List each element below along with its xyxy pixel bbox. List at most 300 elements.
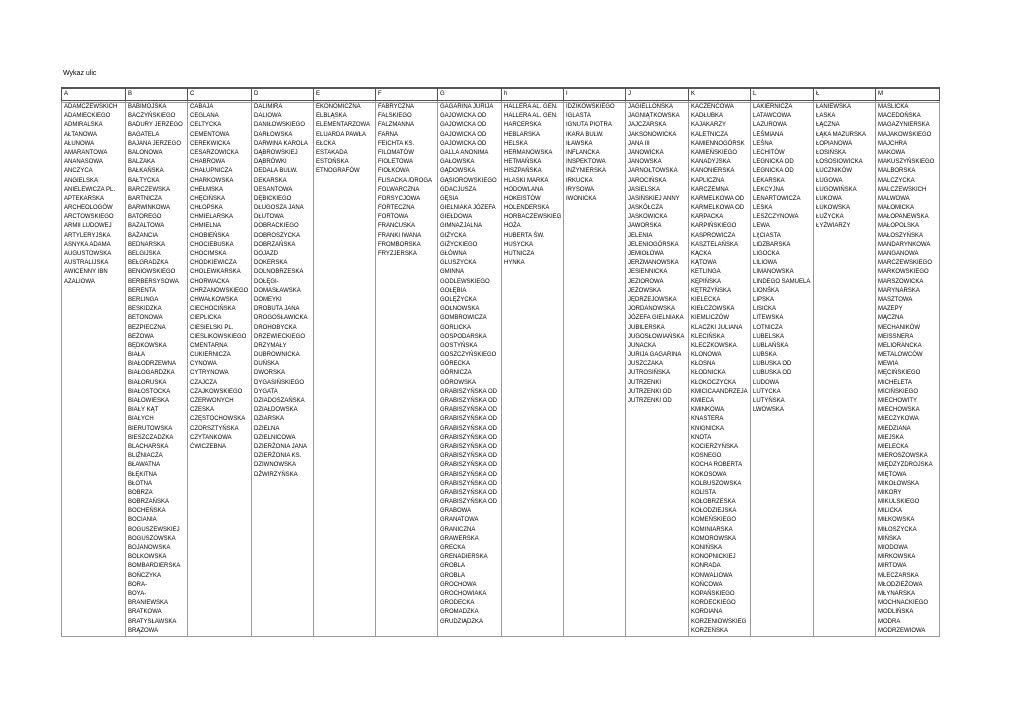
street-name: LOTNICZA xyxy=(753,324,783,331)
street-name: GROCHOWA xyxy=(440,581,477,588)
street-name: ŁUKOWSKA xyxy=(816,205,851,212)
street-name: JAKSONOWICKA xyxy=(628,131,677,138)
street-name: MIELECKA xyxy=(878,443,909,450)
street-name: LIPSKA xyxy=(753,296,775,303)
street-name: MIEROSZOWSKA xyxy=(878,453,928,460)
street-name: CEMENTOWA xyxy=(190,131,230,138)
street-name: ŁASKA xyxy=(816,113,836,120)
street-name: MASZTOWA xyxy=(878,296,913,303)
street-name: LEGNICKA OD xyxy=(753,168,794,175)
street-name: BALZAKA xyxy=(128,159,156,166)
street-name: KARMELKOWA OD xyxy=(691,195,745,202)
street-name: LILIOWA xyxy=(753,260,778,267)
street-name: KĄCKA xyxy=(691,251,712,257)
street-name: GRABISZYŃSKA OD xyxy=(440,425,498,432)
column-header: Ł xyxy=(814,88,876,101)
street-name: GOŁNOWSKA xyxy=(440,306,480,313)
street-name: MAŁOPANEWSKA xyxy=(878,214,929,221)
page-title: Wykaz ulic xyxy=(63,70,97,77)
street-name: BARWINKOWA xyxy=(128,205,171,212)
street-name: KONOPNICKIEJ xyxy=(691,554,736,561)
street-name: DALIMIRA xyxy=(254,104,283,110)
street-name: MŁYNARSKA xyxy=(878,590,916,597)
street-name: MAŁOPOLSKA xyxy=(878,223,920,230)
street-name: GRABISZYŃSKA OD xyxy=(440,443,498,450)
street-name: ŁYŻWIARZY xyxy=(816,223,851,230)
street-column xyxy=(876,103,940,637)
street-name: BOJANOWSKA xyxy=(128,545,171,551)
street-name: CHRZANOWSKIEGO xyxy=(190,287,249,294)
street-name: BOCIANIA xyxy=(128,517,157,524)
street-name: BORA- xyxy=(128,581,148,588)
street-name: JASKOWICKA xyxy=(628,214,668,221)
street-name: HUBERTA ŚW. xyxy=(504,232,545,239)
street-name: CIESLIKOWSKIEGO xyxy=(190,333,247,340)
street-name: FEICHTA KS. xyxy=(378,140,415,147)
street-name: MAŁOMICKA xyxy=(878,205,915,212)
street-name: IWONICKA xyxy=(566,195,597,202)
street-name: LAKIERNICZA xyxy=(753,104,793,110)
street-name: MAKUSZYŃSKIEGO xyxy=(878,159,935,166)
street-name: LEKARSKA xyxy=(753,177,785,184)
street-name: MARYNARSKA xyxy=(878,287,920,294)
street-name: ŁANIEWSKA xyxy=(816,104,852,110)
street-name: LESKA xyxy=(753,205,773,212)
street-name: MILICKA xyxy=(878,508,903,515)
street-name: HEBLARSKA xyxy=(504,131,541,138)
street-name: KARMELKOWA OD xyxy=(691,205,745,212)
street-name: KĄTOWA xyxy=(691,260,717,267)
street-name: MIKULSKIEGO xyxy=(878,499,920,506)
street-name: MARSZOWICKA xyxy=(878,278,924,285)
street-name: KONIŃSKA xyxy=(691,545,723,551)
street-name: DZIERŻONIA KS. xyxy=(254,453,302,460)
street-name: KORZENIOWSKIEG xyxy=(691,618,747,625)
street-name: DYGASIŃSKIEGO xyxy=(254,379,305,386)
street-name: ŁOSOSIOWICKA xyxy=(816,159,863,166)
street-name: FRANKI IWANA xyxy=(378,232,422,239)
street-name: DŁUTOWA xyxy=(254,214,284,221)
street-name: FROMBORSKA xyxy=(378,241,421,248)
street-name: ARCHEOLOGÓW xyxy=(64,205,113,212)
street-name: DWORSKA xyxy=(254,370,286,377)
street-name: KOMINIARSKA xyxy=(691,526,733,533)
street-name: KMIECA xyxy=(691,398,715,404)
street-name: LIONŚKA xyxy=(753,287,780,294)
street-name: HOLENDERSKA xyxy=(504,205,550,212)
street-name: CZORSZTYŃSKA xyxy=(190,425,239,432)
street-name: GROCHOWIAKA xyxy=(440,590,487,597)
street-name: KOLBUSZOWSKA xyxy=(691,480,742,487)
street-name: FORSYCJOWA xyxy=(378,195,421,202)
street-name: KNOTA xyxy=(691,434,712,441)
street-name: GOMBROWICZA xyxy=(440,315,487,322)
street-name: DANIŁOWSKIEGO xyxy=(254,122,306,129)
street-name: CHOCIEBUSKA xyxy=(190,241,234,248)
street-name: MAJCHRA xyxy=(878,140,908,147)
street-name: GRABISZYŃSKA OD xyxy=(440,434,498,441)
street-name: JAGNIĄTKOWSKA xyxy=(628,113,680,120)
street-name: MARCZEWSKIEGO xyxy=(878,260,933,267)
street-name: LAZUROWA xyxy=(753,122,787,129)
street-name: KETLINGA xyxy=(691,269,721,276)
street-name: CIESIELSKI PL. xyxy=(190,324,234,331)
street-name: BESKIDZKA xyxy=(128,306,162,313)
street-name: CHARKOWSKA xyxy=(190,177,234,184)
street-name: KONRADA xyxy=(691,563,721,570)
street-name: ŁUGOWA xyxy=(816,177,843,184)
street-name: ANIELEWICZA PL. xyxy=(64,186,116,193)
street-name: KMICICAANDRZEJA xyxy=(691,388,748,395)
street-name: BOGUSZEWSKIEJ xyxy=(128,526,180,533)
street-name: LEWA xyxy=(753,223,770,230)
street-name: GOSPODARSKA xyxy=(440,333,487,340)
street-name: ETNOGRAFÓW xyxy=(316,168,360,175)
street-name: KASZTELAŃSKA xyxy=(691,241,739,248)
street-name: LEŚMIANA xyxy=(753,131,784,138)
street-name: BERBERSYSOWA xyxy=(128,278,179,285)
street-name: MALCZEWSKICH xyxy=(878,186,927,193)
street-name: LUTYCKA xyxy=(753,388,781,395)
street-name: MODRA xyxy=(878,618,901,625)
street-name: ŁUKOWA xyxy=(816,195,842,202)
street-name: DOBRZAŃSKA xyxy=(254,241,296,248)
street-name: GRAWERSKA xyxy=(440,535,479,542)
street-name: JEŻOWSKA xyxy=(628,287,662,294)
street-name: GOŁĘBIA xyxy=(440,287,467,294)
street-name: GOLĘŻYCKA xyxy=(440,296,477,303)
street-name: HALLERA AL. GEN. xyxy=(504,104,558,110)
street-name: KADŁUBKA xyxy=(691,113,724,120)
street-name: ŁĄCZNA xyxy=(816,122,840,129)
street-name: GRABISZYŃSKA OD xyxy=(440,480,498,487)
street-name: JÓZEFA GIELNIAKA xyxy=(628,315,684,322)
street-name: BIAŁOWIESKA xyxy=(128,398,170,404)
street-name: GRUDZIĄDZKA xyxy=(440,618,484,625)
street-name: BIAŁYCH xyxy=(128,416,154,423)
street-name: ŁUGOWIŃSKA xyxy=(816,186,857,193)
street-name: GRABISZYŃSKA OD xyxy=(440,499,498,506)
street-name: KARPACKA xyxy=(691,214,724,221)
street-name: ĆWICZEBNA xyxy=(190,443,226,450)
street-name: BOŃCZYKA xyxy=(128,572,162,579)
street-name: MOCHNACKIEGO xyxy=(878,600,929,607)
street-name: JAROCIŃSKA xyxy=(628,177,667,184)
body-row xyxy=(62,103,940,637)
street-name: IKARA BULW. xyxy=(566,131,604,138)
street-name: DĘBICKIEGO xyxy=(254,195,292,202)
street-name: MEISSNERA xyxy=(878,333,914,340)
street-name: BIAŁODRZEWNA xyxy=(128,361,177,368)
street-name: GŁÓWNA xyxy=(440,251,467,257)
street-column xyxy=(188,103,252,637)
street-name: GRABISZYŃSKA OD xyxy=(440,489,498,496)
street-name: BIERUTOWSKA xyxy=(128,425,173,432)
street-name: ESTOŃSKA xyxy=(316,159,349,166)
street-name: LWOWSKA xyxy=(753,407,784,414)
column-header: F xyxy=(376,88,438,101)
street-name: JAWORSKA xyxy=(628,223,662,230)
street-name: ELUARDA PAWŁA xyxy=(316,131,367,138)
street-name: GALLA ANONIMA xyxy=(440,149,489,156)
street-name: MECHANIKÓW xyxy=(878,324,920,331)
street-name: GRECKA xyxy=(440,545,466,551)
street-name: CEREKWICKA xyxy=(190,140,231,147)
street-name: LESZCZYNOWA xyxy=(753,214,799,221)
street-name: DARWINA KAROLA xyxy=(254,140,308,147)
street-name: EKONOMICZNA xyxy=(316,104,361,110)
street-name: GRABISZYŃSKA OD xyxy=(440,398,498,404)
street-name: GIELNIAKA JÓZEFA xyxy=(440,205,496,212)
street-name: IRYSOWA xyxy=(566,186,595,193)
street-name: BATOREGO xyxy=(128,214,162,221)
street-name: GAJOWICKA OD xyxy=(440,140,487,147)
street-name: JEZIOROWA xyxy=(628,278,664,285)
street-name: BŁĘKITNA xyxy=(128,471,158,478)
street-name: GRANICZNA xyxy=(440,526,476,533)
street-name: KOCIERZYŃSKA xyxy=(691,443,739,450)
street-name: MIŃSKA xyxy=(878,535,902,542)
header-row xyxy=(62,88,940,101)
street-name: ARTYLERYJSKA xyxy=(64,232,111,239)
street-name: GRABOWA xyxy=(440,508,472,515)
street-name: BERENTA xyxy=(128,287,156,294)
street-name: LIDZBARSKA xyxy=(753,241,791,248)
street-name: ADAMIECKIEGO xyxy=(64,113,111,120)
street-name: BAZALTOWA xyxy=(128,223,165,230)
street-name: ANCZYCA xyxy=(64,168,93,175)
street-name: CHWAŁKOWSKA xyxy=(190,296,238,303)
street-name: AŁUNOWA xyxy=(64,140,95,147)
street-name: LIGOCKA xyxy=(753,251,780,257)
street-name: CHOLEWKARSKA xyxy=(190,269,241,276)
street-name: JUTRZENKI OD xyxy=(628,398,672,404)
street-name: HORBACZEWSKIEG xyxy=(504,214,562,221)
street-name: BEŁGRADZKA xyxy=(128,260,169,267)
street-name: KĘPIŃSKA xyxy=(691,278,722,285)
street-name: ASNYKA ADAMA xyxy=(64,241,111,248)
column-header: L xyxy=(751,88,814,101)
street-name: HUSYCKA xyxy=(504,241,534,248)
street-name: FILOMATÓW xyxy=(378,149,414,156)
street-name: FALSKIEGO xyxy=(378,113,412,120)
street-name: BARTNICZA xyxy=(128,195,162,202)
street-name: BRĄZOWA xyxy=(128,627,159,634)
street-name: BEZPIECZNA xyxy=(128,324,166,331)
street-name: IDZIKOWSKIEGO xyxy=(566,104,615,110)
street-name: CHŁOPSKA xyxy=(190,205,223,212)
street-name: KLECZKOWSKA xyxy=(691,342,737,349)
street-name: KAJAKARZY xyxy=(691,122,727,129)
street-name: CYNOWA xyxy=(190,361,217,368)
street-column xyxy=(252,103,314,637)
street-name: JUSZCZAKA xyxy=(628,361,664,368)
street-name: AMARANTOWA xyxy=(64,149,108,156)
street-name: GRENADIERSKA xyxy=(440,554,488,561)
street-name: HARCERSKA xyxy=(504,122,542,129)
street-name: MASLICKA xyxy=(878,104,909,110)
street-name: IŁAWSKA xyxy=(566,140,593,147)
street-name: BLACHARSKA xyxy=(128,443,169,450)
street-name: BELGIJSKA xyxy=(128,251,161,257)
street-name: MICHELETA xyxy=(878,379,912,386)
street-name: DOLNOBRZESKA xyxy=(254,269,304,276)
street-name: BIESZCZADZKA xyxy=(128,434,174,441)
street-name: MIRKOWSKA xyxy=(878,554,916,561)
street-name: BOMBARDIERSKA xyxy=(128,563,181,570)
street-name: AUSTRALIJSKA xyxy=(64,260,109,267)
street-name: BOGUSZOWSKA xyxy=(128,535,176,542)
street-name: GAJOWICKA OD xyxy=(440,131,487,138)
street-name: DŹWIRZYŃSKA xyxy=(254,471,298,478)
street-name: AZALIOWA xyxy=(64,278,95,285)
street-name: JUTROSIŃSKA xyxy=(628,370,671,377)
street-name: DZIELNICOWA xyxy=(254,434,296,441)
street-name: LUBLAŃSKA xyxy=(753,342,789,349)
street-name: CIEPLICKA xyxy=(190,315,222,322)
street-name: CUKIERNICZA xyxy=(190,352,231,359)
column-header: B xyxy=(126,88,188,101)
street-name: DRZYMAŁY xyxy=(254,342,287,349)
street-column xyxy=(626,103,689,637)
street-name: MIŁOSZYCKA xyxy=(878,526,917,533)
street-name: JEMIOŁOWA xyxy=(628,251,664,257)
street-name: GMINNA xyxy=(440,269,464,276)
street-name: FLISACKA /DROGA xyxy=(378,177,433,184)
street-name: LUDOWA xyxy=(753,379,780,386)
street-name: IGLASTA xyxy=(566,113,591,120)
street-name: DĄBROWSKIEJ xyxy=(254,149,298,156)
street-name: FARNA xyxy=(378,131,399,138)
street-name: JANOWSKA xyxy=(628,159,662,166)
street-name: CHEŁMSKA xyxy=(190,186,224,193)
street-name: BRATYSŁAWSKA xyxy=(128,618,177,625)
street-column xyxy=(126,103,188,637)
street-name: CHORWACKA xyxy=(190,278,230,285)
column-header: C xyxy=(188,88,252,101)
street-name: JESIENNICKA xyxy=(628,269,668,276)
street-name: AŁTANOWA xyxy=(64,131,98,138)
street-name: DOBROSZYCKA xyxy=(254,232,301,239)
street-name: BAŁTYCKA xyxy=(128,177,160,184)
street-name: CZAJKOWSKIEGO xyxy=(190,388,243,395)
street-name: BŁAWATNA xyxy=(128,462,161,469)
street-name: BOYA- xyxy=(128,590,147,597)
street-name: JELENIA xyxy=(628,232,653,239)
street-name: KOSNEGO xyxy=(691,453,722,460)
street-name: GRABISZYŃSKA OD xyxy=(440,462,498,469)
street-column xyxy=(689,103,751,637)
street-name: CHOBIEŃSKA xyxy=(190,232,230,239)
street-name: LISICKA xyxy=(753,306,777,313)
street-name: MACEDOŃSKA xyxy=(878,113,921,120)
street-name: MŁODZIEŻOWA xyxy=(878,581,923,588)
street-name: BĘDKOWSKA xyxy=(128,342,167,349)
street-name: BENIOWSKIEGO xyxy=(128,269,176,276)
street-name: GIMNAZJALNA xyxy=(440,223,483,230)
street-name: KOPAŃSKIEGO xyxy=(691,590,735,597)
street-name: MĘCIŃSKIEGO xyxy=(878,370,921,377)
street-name: GOSZCZYŃSKIEGO xyxy=(440,352,497,359)
street-name: BIAŁOSTOCKA xyxy=(128,388,171,395)
street-name: BAJANA JERZEGO xyxy=(128,140,182,147)
street-name: BOLKOWSKA xyxy=(128,554,167,561)
street-name: HELSKA xyxy=(504,140,528,147)
street-name: AWICENNY IBN xyxy=(64,269,108,276)
street-name: ŁĄKA MAZURSKA xyxy=(816,131,867,138)
street-name: GDACJUSZA xyxy=(440,186,477,193)
street-name: MIŁKOWSKA xyxy=(878,517,915,524)
street-name: LATAWCOWA xyxy=(753,113,791,120)
street-name: APTEKARSKA xyxy=(64,195,105,202)
street-name: GIŻYCKA xyxy=(440,232,467,239)
street-name: FIOŁKOWA xyxy=(378,168,410,175)
street-name: CELTYCKA xyxy=(190,122,222,129)
street-name: ANGIELSKA xyxy=(64,177,99,184)
street-name: LEKCYJNA xyxy=(753,186,785,193)
street-name: KONWALIOWA xyxy=(691,572,733,579)
street-name: KIEMLICZÓW xyxy=(691,315,730,322)
street-name: DROHOBYCKA xyxy=(254,324,297,331)
street-name: KOCHA ROBERTA xyxy=(691,462,743,469)
street-name: GRABISZYŃSKA OD xyxy=(440,416,498,423)
street-name: MIRTOWA xyxy=(878,563,907,570)
street-name: DŁUGOSZA JANA xyxy=(254,205,304,212)
street-name: GODLEWSKIEGO xyxy=(440,278,490,285)
street-name: DUŃSKA xyxy=(254,361,280,368)
street-name: DEDALA BULW. xyxy=(254,168,298,175)
street-name: BIAŁY KĄT xyxy=(128,407,159,414)
street-name: DOMASŁAWSKA xyxy=(254,287,301,294)
street-name: ESTAKADA xyxy=(316,149,348,156)
street-name: LUBSKA xyxy=(753,352,777,359)
street-name: CZAJCZA xyxy=(190,379,217,386)
street-name: DOŁĘGI- xyxy=(254,278,279,285)
street-name: BACZYŃSKIEGO xyxy=(128,113,176,120)
column-header: A xyxy=(62,88,126,101)
street-name: DEKARSKA xyxy=(254,177,287,184)
street-name: FORTECZNA xyxy=(378,205,415,212)
street-name: KOLISTA xyxy=(691,489,716,496)
street-name: DĄBRÓWKI xyxy=(254,159,287,166)
street-name: CHMIELNA xyxy=(190,223,222,230)
street-name: BRANIEWSKA xyxy=(128,600,169,607)
street-name: CHAŁUPNICZA xyxy=(190,168,233,175)
street-name: LI¦CIASTA xyxy=(753,232,781,239)
street-name: LITEWSKA xyxy=(753,315,784,322)
street-name: DZIADOSZAŃSKA xyxy=(254,398,305,404)
street-name: DALIOWA xyxy=(254,113,282,120)
street-name: GROBLA xyxy=(440,572,466,579)
street-name: MĄCZNA xyxy=(878,315,904,322)
column-header: M xyxy=(876,88,940,101)
street-name: BIAŁA xyxy=(128,352,146,359)
street-name: GAJOWICKA OD xyxy=(440,122,487,129)
street-name: JASKÓŁCZA xyxy=(628,205,664,212)
street-name: MIKORY xyxy=(878,489,902,496)
street-name: MIECHOWITY xyxy=(878,398,917,404)
street-name: CYTRYNOWA xyxy=(190,370,229,377)
street-name: LUTYŃSKA xyxy=(753,398,785,404)
street-name: JANA III xyxy=(628,140,650,147)
street-name: KORZEŃSKA xyxy=(691,627,729,634)
street-name: HISZPAŃSKA xyxy=(504,168,542,175)
street-name: KASPROWICZA xyxy=(691,232,736,239)
street-name: CZYTANKOWA xyxy=(190,434,232,441)
street-name: HODOWLANA xyxy=(504,186,544,193)
street-name: GRABISZYŃSKA OD xyxy=(440,453,498,460)
street-name: GÓRECKA xyxy=(440,361,471,368)
